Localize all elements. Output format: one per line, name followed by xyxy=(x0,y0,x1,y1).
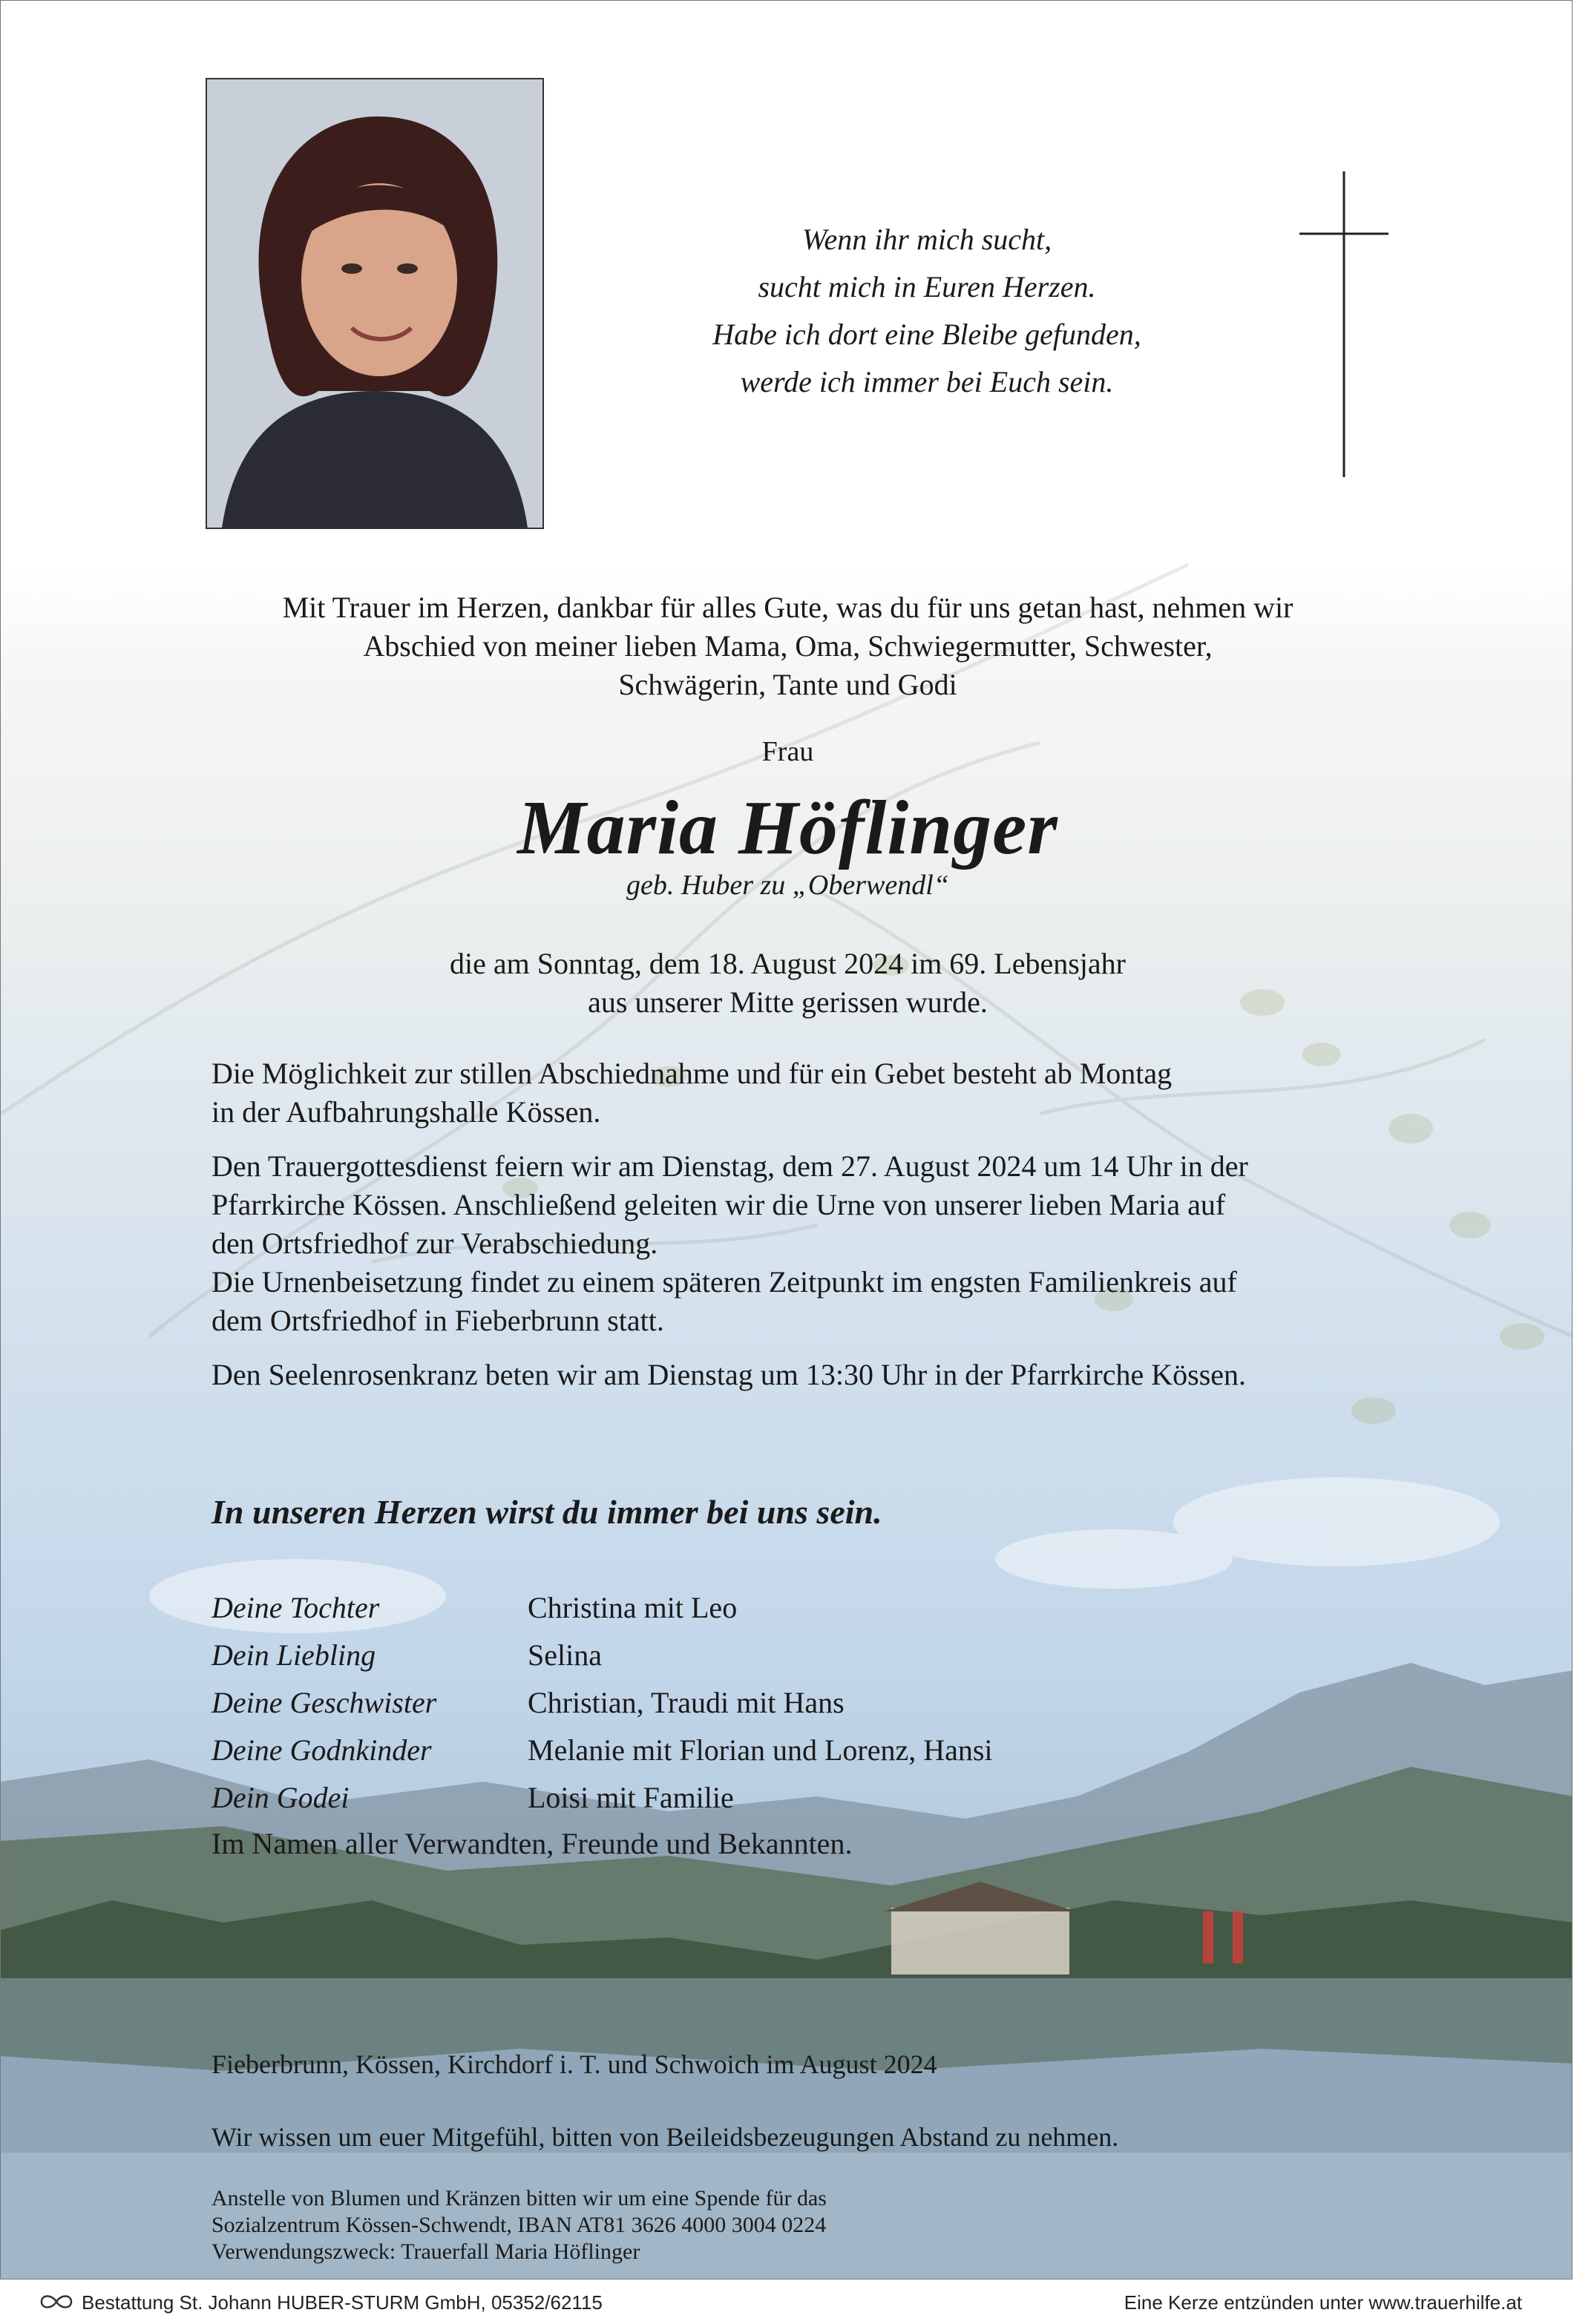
portrait-figure xyxy=(207,79,542,528)
motto: In unseren Herzen wirst du immer bei uns sein. xyxy=(211,1493,882,1531)
intro-text xyxy=(1,588,1573,704)
portrait-photo xyxy=(206,78,544,529)
footer xyxy=(0,2284,1574,2320)
relative-names: Christina mit Leo xyxy=(528,1591,738,1624)
donation-line: Verwendungszweck: Trauerfall Maria Höflinger xyxy=(211,2239,640,2264)
candle-link[interactable]: Eine Kerze entzünden unter www.trauerhilfe.at xyxy=(1124,2291,1522,2314)
rosary-paragraph xyxy=(211,1356,1473,1394)
poem-line: Wenn ihr mich sucht, xyxy=(801,223,1052,256)
paragraph-line: Die Möglichkeit zur stillen Abschiednahme und für ein Gebet besteht ab Montag xyxy=(211,1057,1173,1090)
cross-icon xyxy=(1299,171,1388,477)
relative-row xyxy=(211,1632,602,1679)
paragraph-line: Die Urnenbeisetzung findet zu einem späteren Zeitpunkt im engsten Familienkreis auf xyxy=(211,1265,1237,1299)
relative-role: Deine Godnkinder xyxy=(211,1733,432,1767)
relative-names: Christian, Traudi mit Hans xyxy=(528,1686,845,1719)
poem-line: sucht mich in Euren Herzen. xyxy=(758,270,1096,303)
paragraph-line: Den Trauergottesdienst feiern wir am Dienstag, dem 27. August 2024 um 14 Uhr in der xyxy=(211,1149,1248,1183)
funeral-home-info: Bestattung St. Johann HUBER-STURM GmbH, 05352/62115 xyxy=(82,2291,603,2314)
paragraph-line: Pfarrkirche Kössen. Anschließend geleiten wir die Urne von unserer lieben Maria auf xyxy=(211,1188,1226,1221)
relative-names: Selina xyxy=(528,1638,602,1672)
intro-line: Schwägerin, Tante und Godi xyxy=(618,668,957,701)
donation-line: Sozialzentrum Kössen-Schwendt, IBAN AT81 3626 4000 3004 0224 xyxy=(211,2213,827,2237)
poem-line: Habe ich dort eine Bleibe gefunden, xyxy=(712,318,1141,351)
birth-name: geb. Huber zu „Oberwendl“ xyxy=(626,870,949,901)
relative-names: Loisi mit Familie xyxy=(528,1781,734,1814)
donation-note xyxy=(211,2185,827,2265)
place-date: Fieberbrunn, Kössen, Kirchdorf i. T. und Schwoich im August 2024 xyxy=(211,2049,937,2079)
relative-role: Dein Liebling xyxy=(211,1638,376,1672)
death-line: die am Sonntag, dem 18. August 2024 im 69. Lebensjahr xyxy=(450,947,1126,980)
viewing-paragraph xyxy=(211,1054,1473,1132)
infinity-logo-icon xyxy=(37,2291,76,2312)
deceased-name: Maria Höflinger xyxy=(517,785,1058,870)
relative-row xyxy=(211,1584,737,1632)
intro-line: Abschied von meiner lieben Mama, Oma, Schwiegermutter, Schwester, xyxy=(363,629,1213,663)
relative-role: Deine Geschwister xyxy=(211,1686,437,1719)
relative-role: Deine Tochter xyxy=(211,1591,380,1624)
closing-line: Im Namen aller Verwandten, Freunde und Bekannten. xyxy=(211,1827,853,1860)
death-notice xyxy=(1,945,1573,1022)
paragraph-line: in der Aufbahrungshalle Kössen. xyxy=(211,1095,601,1129)
paragraph-line: den Ortsfriedhof zur Verabschiedung. xyxy=(211,1227,658,1260)
intro-line: Mit Trauer im Herzen, dankbar für alles Gute, was du für uns getan hast, nehmen wir xyxy=(282,591,1293,624)
condolences-note: Wir wissen um euer Mitgefühl, bitten von Beileidsbezeugungen Abstand zu nehmen. xyxy=(211,2122,1119,2152)
relative-row xyxy=(211,1774,734,1822)
poem-line: werde ich immer bei Euch sein. xyxy=(740,365,1114,398)
paragraph-line: Den Seelenrosenkranz beten wir am Dienstag um 13:30 Uhr in der Pfarrkirche Kössen. xyxy=(211,1358,1247,1391)
death-line: aus unserer Mitte gerissen wurde. xyxy=(588,985,988,1019)
salutation: Frau xyxy=(761,736,814,767)
paragraph-line: dem Ortsfriedhof in Fieberbrunn statt. xyxy=(211,1304,664,1337)
donation-line: Anstelle von Blumen und Kränzen bitten wir um eine Spende für das xyxy=(211,2186,827,2210)
poem xyxy=(608,216,1246,406)
funeral-paragraph xyxy=(211,1147,1473,1340)
relative-row xyxy=(211,1727,993,1774)
relative-role: Dein Godei xyxy=(211,1781,350,1814)
relative-names: Melanie mit Florian und Lorenz, Hansi xyxy=(528,1733,993,1767)
relative-row xyxy=(211,1679,845,1727)
